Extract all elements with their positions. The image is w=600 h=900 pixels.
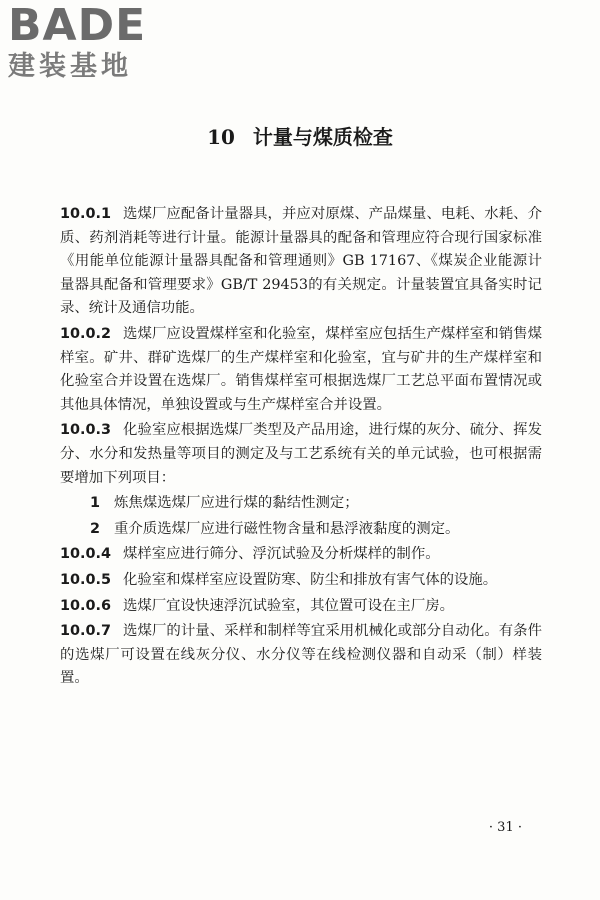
clause-number: 10.0.2 <box>60 325 111 342</box>
clause <box>60 620 542 691</box>
chapter-number: 10 <box>207 125 235 149</box>
logo-text: BADE <box>8 0 147 51</box>
clause-text: 选煤厂宜设快速浮沉试验室，其位置可设在主厂房。 <box>123 597 454 614</box>
clause <box>60 543 542 567</box>
list-item-number: 2 <box>90 520 101 537</box>
logo-subtitle: 建装基地 <box>8 51 132 82</box>
clause-text: 选煤厂的计量、采样和制样等宜采用机械化或部分自动化。有条件的选煤厂可设置在线灰分仪、水分仪等在线检测仪器和自动采（制）样装置。 <box>60 623 542 687</box>
clause-text: 煤样室应进行筛分、浮沉试验及分析煤样的制作。 <box>123 546 440 563</box>
document-body <box>60 203 542 691</box>
list-item-text: 重介质选煤厂应进行磁性物含量和悬浮液黏度的测定。 <box>114 520 460 537</box>
list-item <box>60 492 542 516</box>
clause-number: 10.0.1 <box>60 206 111 222</box>
clause-text: 化验室和煤样室应设置防寒、防尘和排放有害气体的设施。 <box>123 571 498 588</box>
list-item-number: 1 <box>90 495 101 512</box>
clause-text: 选煤厂应设置煤样室和化验室，煤样室应包括生产煤样室和销售煤样室。矿井、群矿选煤厂的生产煤样室和化验室，宜与矿井的生产煤样室和化验室合并设置在选煤厂。销售煤样室可根据选煤厂工艺总平面布置情况或其他具体情况，单独设置或与生产煤样室合并设置。 <box>60 325 542 413</box>
clause <box>60 595 542 619</box>
chapter-title-text: 计量与煤质检查 <box>252 125 393 149</box>
chapter-title <box>0 122 600 152</box>
page-number: · 31 · <box>488 820 522 835</box>
clause-number: 10.0.6 <box>60 597 111 614</box>
clause-number: 10.0.4 <box>60 546 111 563</box>
clause-text: 选煤厂应配备计量器具，并应对原煤、产品煤量、电耗、水耗、介质、药剂消耗等进行计量。能源计量器具的配备和管理应符合现行国家标准《用能单位能源计量器具配备和管理通则》GB 17167、《煤炭企业能源计量器具配备和管理要求》GB/T 29453的有关规定。计量装置宜具备实时记录、统计及通信功能。 <box>60 206 542 317</box>
clause <box>60 419 542 490</box>
list-item-text: 炼焦煤选煤厂应进行煤的黏结性测定； <box>114 495 359 512</box>
clause <box>60 569 542 593</box>
list-item <box>60 518 542 542</box>
clause-number: 10.0.5 <box>60 571 111 588</box>
site-logo <box>8 2 178 90</box>
clause-text: 化验室应根据选煤厂类型及产品用途，进行煤的灰分、硫分、挥发分、水分和发热量等项目的测定及与工艺系统有关的单元试验，也可根据需要增加下列项目： <box>60 422 542 486</box>
clause <box>60 203 542 321</box>
clause-number: 10.0.3 <box>60 422 111 439</box>
clause <box>60 323 542 417</box>
clause-number: 10.0.7 <box>60 623 111 640</box>
